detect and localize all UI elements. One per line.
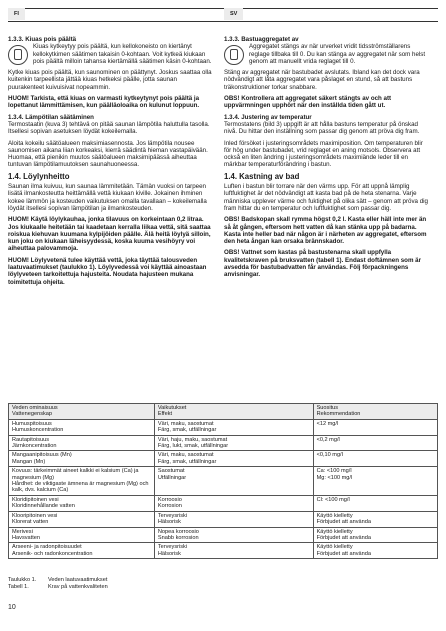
table-row	[9, 467, 438, 496]
table-cell	[313, 527, 437, 543]
paragraph: Aloita kokeilu säätöalueen maksimiasennosta. Jos lämpötila nousee saunomisen aikana liian korkeaksi, kierrä säädintä hieman vastapäivään. Huomaa, että pienikin muutos säätöalueen maksimipäässä aiheuttaa tuntuvan lämpötilamuutoksen saunahuoneessa.	[8, 139, 208, 169]
cell-text: Mangaanipitoisuus (Mn)	[12, 452, 72, 459]
cell-text: Färg, smak, utfällningar	[157, 458, 217, 465]
cell-text: Kloridipitoinen vesi	[12, 496, 59, 503]
caption-label: Tabell 1.	[8, 583, 29, 590]
cell-text: Nopea korroosio	[157, 528, 199, 535]
table-cell	[9, 511, 155, 527]
table-cell	[154, 467, 313, 496]
note: HUOM! Tarkista, että kiuas on varmasti kytkeytynyt pois päältä ja lopettanut lämmittämisen, kun päälläoloaika on kulunut loppuun.	[8, 95, 200, 110]
paragraph: Stäng av aggregatet när bastubadet avslutats. Ibland kan det dock vara nödvändigt att låta aggregatet vara påslaget en stund, så att bastuns träkonstruktioner torkar snabbare.	[224, 69, 420, 91]
paragraph: Saunan ilma kuivuu, kun saunaa lämmitetään. Tämän vuoksi on tarpeen lisätä ilmankosteutta heittämällä vettä kiukaan kiville. Jokainen ihminen kokee lämmön ja kosteuden vaikutuksen omalla tavallaan – kokeilemalla löydät itsellesi sopivan lämpötilan ja ilmankosteuden.	[8, 183, 207, 212]
table-cell	[313, 543, 437, 559]
caption-text: Veden laatuvaatimukset	[48, 577, 108, 583]
note: OBS! Badskopan skall rymma högst 0,2 l. Kasta eller häll inte mer än så åt gången, eftersom hett vatten då kan stänka upp på badarna. Kasta inte heller bad när någon är i närheten av aggregatet, eftersom den heta ångan kan orsaka brännskador.	[224, 216, 427, 246]
table-cell	[154, 435, 313, 451]
cell-text: Terveysriski	[157, 544, 188, 551]
cell-text: Färg, smak, utfällningar	[157, 427, 217, 434]
table-row	[9, 543, 438, 559]
table-header-cell	[9, 404, 155, 420]
cell-text: Arsenik- och radonkoncentration	[12, 550, 93, 557]
table-cell	[9, 495, 155, 511]
table-row	[9, 435, 438, 451]
table-cell	[9, 419, 155, 435]
table-cell	[9, 543, 155, 559]
table-cell	[313, 495, 437, 511]
language-tab-sv: SV	[224, 8, 243, 20]
cell-text: Rautapitoisuus	[12, 436, 50, 443]
cell-text: Humuspitoisuus	[12, 420, 52, 427]
cell-text: Käyttö kielletty	[316, 528, 353, 535]
table-cell	[154, 543, 313, 559]
header-text: Suositus	[316, 405, 339, 411]
table-cell	[313, 435, 437, 451]
header-text: Rekommendation	[316, 411, 361, 418]
cell-text: Arseeni- ja radonpitoisuudet	[12, 544, 82, 551]
paragraph: Aggregatet stängs av när urverket vridit tidsströmställarens reglage tillbaka till 0. Du kan stänga av aggregatet när som helst genom att manuellt vrida reglaget till 0.	[249, 43, 426, 65]
cell-text: Klorerat vatten	[12, 519, 49, 526]
section-title: 1.3.4. Lämpötilan säätäminen	[8, 113, 94, 121]
paragraph: Termostaatin (kuva 3) tehtävä on pitää saunan lämpötila haluttulla tasolla. Itsellesi sopivan asetuksen löydät kokeilemalla.	[8, 120, 210, 136]
table-caption	[8, 577, 108, 590]
table-header-cell	[313, 404, 437, 420]
paragraph: Inled försöket i justeringsområdets maximiposition. Om temperaturen blir för hög under bastubadet, vrid reglaget en aning motsols. Observera att också en liten ändring i justeringsområdets maximiände leder till en märkbar temperaturförändring i bastun.	[224, 139, 423, 169]
cell-text: Merivesi	[12, 528, 33, 535]
timer-knob-icon	[8, 45, 28, 65]
section-title: 1.3.3. Bastuaggregatet av	[224, 36, 299, 43]
header-text: Vaikutukset	[157, 405, 187, 411]
table-cell	[9, 527, 155, 543]
timer-knob-icon	[224, 45, 244, 65]
language-tab-fi: FI	[8, 8, 25, 20]
cell-text: Förbjudet att använda	[316, 550, 371, 557]
cell-text: Mg: <100 mg/l	[316, 474, 353, 481]
cell-text: Havsvatten	[12, 534, 40, 541]
cell-text: Järnkoncentration	[12, 443, 57, 450]
cell-text: Mangan (Mn)	[12, 458, 46, 465]
table-cell	[154, 527, 313, 543]
note: HUOM! Löylyvetenä tulee käyttää vettä, joka täyttää talousveden laatuvaatimukset (taulukko 1). Löylyvedessä voi käyttää ainoastaan löylyveteen tarkoitettuja hajusteita. Noudata hajusteen mukana toimitettuja ohjeita.	[8, 256, 207, 286]
table-cell	[313, 467, 437, 496]
cell-text: Väri, maku, saostumat	[157, 420, 214, 427]
note: HUOM! Käytä löylykauhaa, jonka tilavuus on korkeintaan 0,2 litraa. Jos kiukaalle heitetään tai kaadetaan kerralla liikaa vettä, sitä saattaa roiskua kiehuvan kuumana kylpijöiden päälle. Älä heitä löylyä silloin, kun joku on kiukaan läheisyydessä, koska kuuma vesihöyry voi aiheuttaa palovammoja.	[8, 216, 211, 253]
header-rule	[8, 8, 438, 22]
header-text: Veden ominaisuus	[12, 405, 58, 411]
water-quality-table	[8, 403, 438, 559]
table-cell	[313, 419, 437, 435]
section-title: 1.4. Löylynheitto	[8, 171, 70, 181]
caption-label: Taulukko 1.	[8, 577, 37, 583]
page-number: 10	[8, 604, 16, 611]
cell-text: Klooripitoinen vesi	[12, 512, 58, 519]
cell-text: Förbjudet att använda	[316, 534, 371, 541]
cell-text: Saostumat	[157, 468, 185, 475]
table-cell	[154, 495, 313, 511]
table-header-cell	[154, 404, 313, 420]
table-row	[9, 527, 438, 543]
cell-text: <0,10 mg/l	[316, 452, 343, 459]
table-cell	[9, 467, 155, 496]
section-title: 1.3.4. Justering av temperatur	[224, 113, 312, 121]
table-cell	[154, 451, 313, 467]
table-row	[9, 419, 438, 435]
cell-text: Ca: <100 mg/l	[316, 468, 352, 475]
cell-text: Käyttö kielletty	[316, 512, 353, 519]
finnish-column	[8, 36, 214, 290]
cell-text: Käyttö kielletty	[316, 544, 353, 551]
table-header-row	[9, 404, 438, 420]
cell-text: Humuskoncentration	[12, 427, 64, 434]
section-body	[224, 43, 430, 69]
cell-text: Korrosion	[157, 503, 182, 510]
cell-text: Kloridinnehållande vatten	[12, 503, 75, 510]
header-text: Vattenegenskap	[12, 411, 53, 418]
paragraph: Kytke kiuas pois päältä, kun saunominen on päättynyt. Joskus saattaa olla kuitenkin tarpeellista jättää kiuas hetkeksi päälle, jotta saunan puurakenteet kuivuisivat nopeammin.	[8, 69, 212, 91]
cell-text: <0,2 mg/l	[316, 436, 340, 443]
table-row	[9, 511, 438, 527]
cell-text: Korroosio	[157, 496, 182, 503]
paragraph: Termostatens (bild 3) uppgift är att hålla bastuns temperatur på önskad nivå. Du hittar den inställning som passar dig genom att pröva dig fram.	[224, 120, 420, 136]
swedish-column	[224, 36, 430, 283]
cell-text: Färg, lukt, smak, utfällningar	[157, 443, 229, 450]
section-body	[8, 43, 214, 69]
table-cell	[9, 451, 155, 467]
section-title: 1.3.3. Kiuas pois päältä	[8, 36, 77, 43]
paragraph: Luften i bastun blir torrare när den värms upp. För att uppnå lämplig luftfuktighet är det nödvändigt att kasta bad på de heta stenarna. Varje människa upplever värme och fuktighet på olika sätt – genom att pröva dig fram hittar du en temperatur och luftfuktighet som passar dig.	[224, 183, 428, 212]
note: OBS! Kontrollera att aggregatet säkert stängts av och att uppvärmningen upphört när den inställda tiden gått ut.	[224, 95, 392, 110]
cell-text: <12 mg/l	[316, 420, 339, 427]
cell-text: Terveysriski	[157, 512, 188, 519]
cell-text: Cl: <100 mg/l	[316, 496, 350, 503]
cell-text: Utfällningar	[157, 474, 187, 481]
paragraph: Kiuas kytkeytyy pois päältä, kun kellokoneisto on kiertänyt kellokytkimen säätimen takaisin 0-kohtaan. Voit kytkeä kiukaan pois päältä milloin tahansa kiertämällä säätimen käsin 0-kohtaan.	[33, 43, 212, 65]
table-cell	[154, 419, 313, 435]
cell-text: Väri, haju, maku, saostumat	[157, 436, 228, 443]
caption-text: Krav på vattenkvaliteten	[48, 583, 108, 590]
cell-text: Väri, maku, saostumat	[157, 452, 214, 459]
section-title: 1.4. Kastning av bad	[224, 171, 300, 181]
cell-text: Förbjudet att använda	[316, 519, 371, 526]
header-text: Effekt	[157, 411, 173, 418]
cell-text: Hälsorisk	[157, 519, 181, 526]
note: OBS! Vattnet som kastas på bastustenarna skall uppfylla kvalitetskraven på bruksvatten (tabell 1). Endast doftämnen som är avsedda för bastubadvatten får användas. Följ förpackningens anvisningar.	[224, 249, 422, 279]
cell-text: Snabb korrosion	[157, 534, 199, 541]
cell-text: Hårdhet: de viktigaste ämnena är magnesium (Mg) och kalk, dvs. kalcium (Ca)	[12, 481, 149, 494]
table-cell	[313, 451, 437, 467]
table-row	[9, 451, 438, 467]
table-cell	[313, 511, 437, 527]
table-row	[9, 495, 438, 511]
table-cell	[9, 435, 155, 451]
table-cell	[154, 511, 313, 527]
cell-text: Hälsorisk	[157, 550, 181, 557]
cell-text: Kovuus: tärkeimmät aineet kalkki ei kalsium (Ca) ja magnesium (Mg)	[12, 468, 139, 481]
